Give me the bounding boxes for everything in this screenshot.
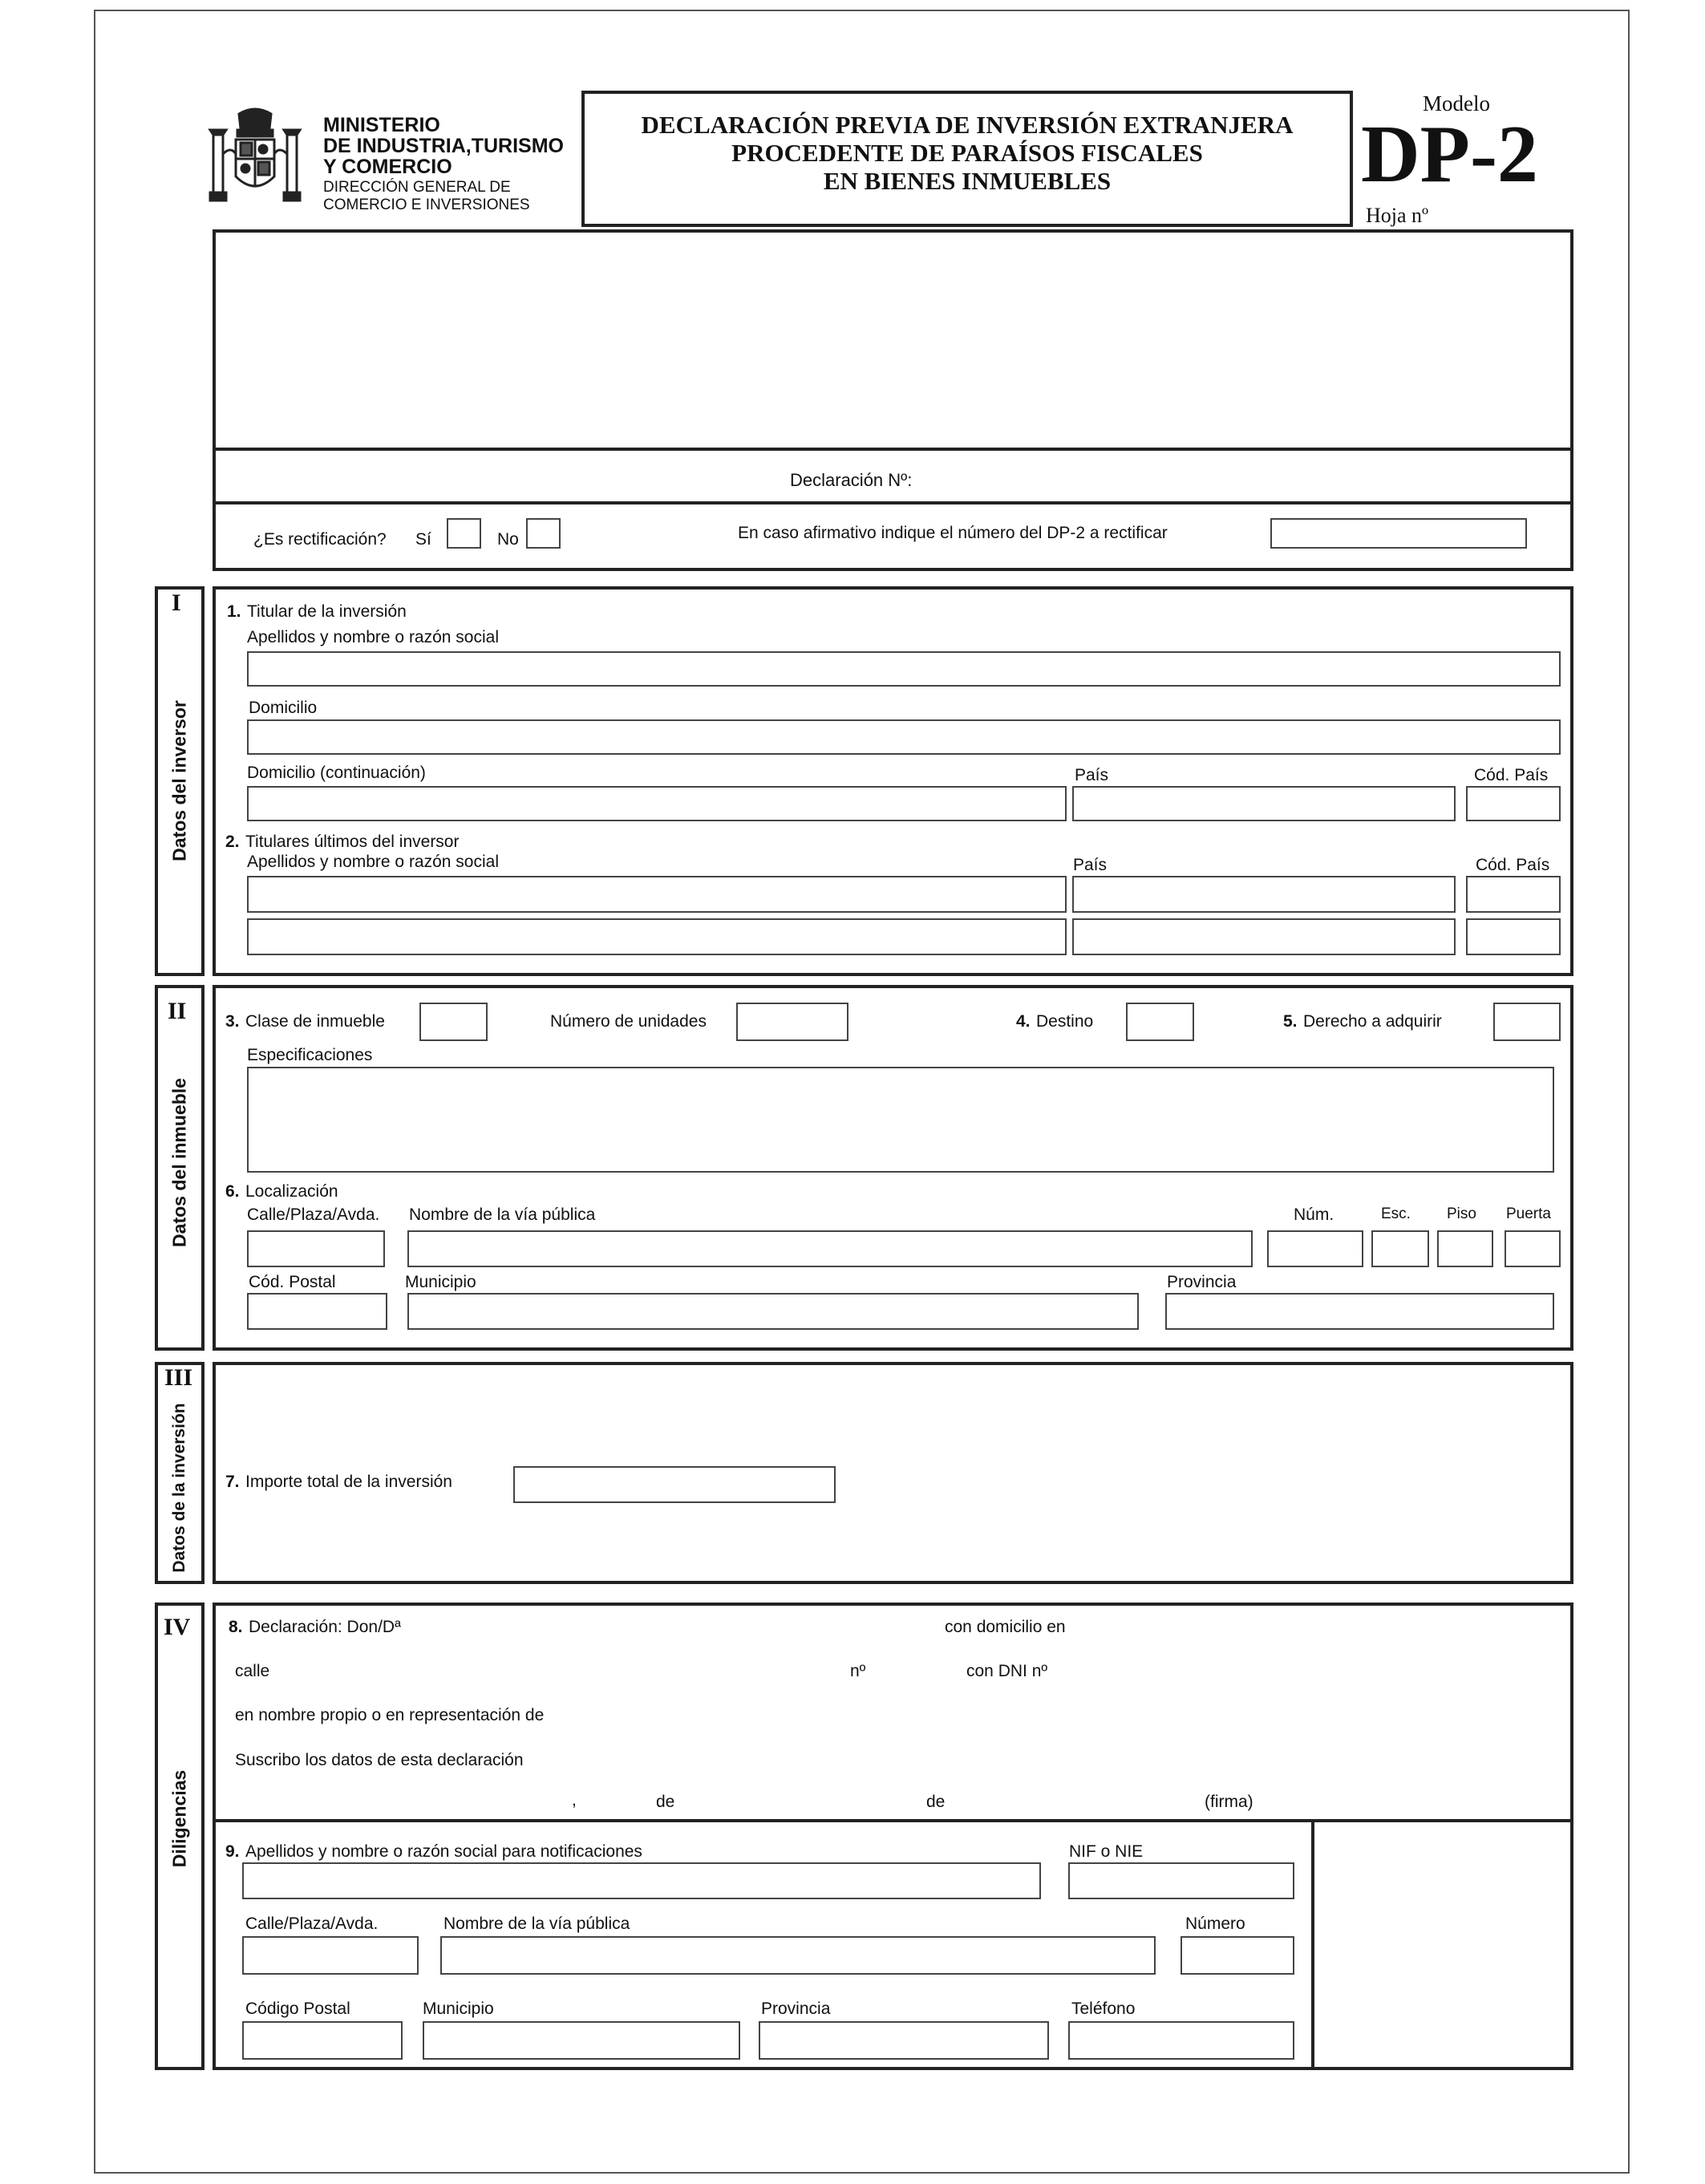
destino-input[interactable] xyxy=(1126,1003,1194,1041)
de2-label: de xyxy=(926,1793,946,1811)
domicilio-input[interactable] xyxy=(247,719,1561,755)
n8-label: 8. xyxy=(229,1618,243,1636)
provincia2-label: Provincia xyxy=(761,2000,831,2018)
ministry-line1: MINISTERIO xyxy=(323,114,440,136)
loc-nombre-via-input[interactable] xyxy=(407,1230,1253,1267)
nombre-via2-label: Nombre de la vía pública xyxy=(443,1915,630,1933)
notif-codigo-postal-input[interactable] xyxy=(242,2021,403,2060)
n7-label: 7. xyxy=(225,1473,240,1491)
firma-label: (firma) xyxy=(1205,1793,1253,1811)
codigo-postal-label: Código Postal xyxy=(245,2000,350,2018)
hoja-label: Hoja nº xyxy=(1366,204,1429,227)
domicilio-label: Domicilio xyxy=(249,699,318,717)
n3-label: 3. xyxy=(225,1012,240,1031)
section4-vdivider xyxy=(1311,1819,1314,2070)
cod-pais2-label: Cód. País xyxy=(1476,856,1550,874)
modelo-label: Modelo xyxy=(1423,91,1490,115)
titular-label: Titular de la inversión xyxy=(247,602,407,621)
puerta-label: Puerta xyxy=(1506,1205,1551,1222)
notif-provincia-input[interactable] xyxy=(759,2021,1049,2060)
ministry-line2: DE INDUSTRIA,TURISMO xyxy=(323,135,564,157)
notif-nombre-via-input[interactable] xyxy=(440,1936,1156,1975)
esc-label: Esc. xyxy=(1381,1205,1411,1222)
clase-label: Clase de inmueble xyxy=(245,1012,385,1031)
numero-label: Número xyxy=(1185,1915,1245,1933)
provincia-label: Provincia xyxy=(1167,1273,1237,1291)
notif-numero-input[interactable] xyxy=(1181,1936,1294,1975)
comma-label: , xyxy=(572,1791,577,1809)
derecho-label: Derecho a adquirir xyxy=(1303,1012,1442,1031)
loc-puerta-input[interactable] xyxy=(1505,1230,1561,1267)
n-label: nº xyxy=(850,1662,866,1680)
titular-ultimo-2-nombre[interactable] xyxy=(247,918,1067,955)
titular-num: 1. xyxy=(227,602,241,621)
importe-total-input[interactable] xyxy=(513,1466,836,1503)
title-line2: PROCEDENTE DE PARAÍSOS FISCALES xyxy=(731,139,1203,167)
pais-label: País xyxy=(1075,766,1109,784)
municipio2-label: Municipio xyxy=(423,2000,494,2018)
n9-label: 9. xyxy=(225,1842,240,1861)
section4-roman: IV xyxy=(164,1614,191,1640)
titular-ultimo-2-cod[interactable] xyxy=(1466,918,1561,955)
titular-ultimo-1-pais[interactable] xyxy=(1072,876,1456,913)
section3-roman: III xyxy=(164,1364,193,1391)
titular-ultimo-1-nombre[interactable] xyxy=(247,876,1067,913)
municipio-label: Municipio xyxy=(405,1273,476,1291)
especificaciones-label: Especificaciones xyxy=(247,1046,373,1064)
calle-label: Calle/Plaza/Avda. xyxy=(247,1205,380,1224)
si-label: Sí xyxy=(415,530,431,549)
loc-num-input[interactable] xyxy=(1267,1230,1363,1267)
notif-telefono-input[interactable] xyxy=(1068,2021,1294,2060)
calle-text: calle xyxy=(235,1662,270,1680)
section4-divider xyxy=(213,1819,1573,1822)
loc-cod-postal-input[interactable] xyxy=(247,1293,387,1330)
importe-label: Importe total de la inversión xyxy=(245,1473,452,1491)
section2-side-label: Datos del inmueble xyxy=(168,1078,190,1247)
ministry-line3: Y COMERCIO xyxy=(323,156,452,178)
title-line3: EN BIENES INMUEBLES xyxy=(823,167,1112,195)
localizacion-label: Localización xyxy=(245,1182,338,1201)
declaracion-don-label: Declaración: Don/Dª xyxy=(249,1618,401,1636)
cod-pais-label: Cód. País xyxy=(1474,766,1549,784)
loc-provincia-input[interactable] xyxy=(1165,1293,1554,1330)
n6-label: 6. xyxy=(225,1182,240,1201)
top-divider-1 xyxy=(213,448,1573,451)
n5-label: 5. xyxy=(1283,1012,1298,1031)
declaracion-no-label: Declaración Nº: xyxy=(790,470,913,490)
calle2-label: Calle/Plaza/Avda. xyxy=(245,1915,379,1933)
con-domicilio-label: con domicilio en xyxy=(945,1618,1066,1636)
clase-inmueble-input[interactable] xyxy=(419,1003,488,1041)
loc-calle-input[interactable] xyxy=(247,1230,385,1267)
especificaciones-textarea[interactable] xyxy=(247,1067,1554,1173)
cod-pais-input[interactable] xyxy=(1466,786,1561,821)
telefono-label: Teléfono xyxy=(1071,2000,1136,2018)
n4-label: 4. xyxy=(1016,1012,1031,1031)
de1-label: de xyxy=(656,1793,675,1811)
top-divider-2 xyxy=(213,501,1573,504)
con-dni-label: con DNI nº xyxy=(966,1662,1048,1680)
coat-of-arms-icon xyxy=(207,106,303,210)
notificaciones-nombre-input[interactable] xyxy=(242,1862,1041,1899)
pais2-label: País xyxy=(1073,856,1108,874)
titular-ultimo-1-cod[interactable] xyxy=(1466,876,1561,913)
section1-side-label: Datos del inversor xyxy=(168,700,190,861)
notificaciones-label: Apellidos y nombre o razón social para notificaciones xyxy=(245,1842,642,1861)
rectificacion-label: ¿Es rectificación? xyxy=(253,530,387,549)
rectificacion-si-checkbox[interactable] xyxy=(447,518,481,549)
section2-roman: II xyxy=(168,998,187,1024)
domicilio-cont-label: Domicilio (continuación) xyxy=(247,764,426,782)
form-title xyxy=(585,111,1350,195)
dg-line1: DIRECCIÓN GENERAL DE xyxy=(323,179,511,196)
section4-box xyxy=(213,1603,1573,2070)
nif-input[interactable] xyxy=(1068,1862,1294,1899)
apellidos-label: Apellidos y nombre o razón social xyxy=(247,628,499,646)
apellidos2-label: Apellidos y nombre o razón social xyxy=(247,853,499,871)
nombre-propio-label: en nombre propio o en representación de xyxy=(235,1706,545,1724)
notif-municipio-input[interactable] xyxy=(423,2021,740,2060)
nombre-via-label: Nombre de la vía pública xyxy=(409,1205,596,1224)
cod-postal-label: Cód. Postal xyxy=(249,1273,336,1291)
loc-piso-input[interactable] xyxy=(1437,1230,1493,1267)
num-unidades-label: Número de unidades xyxy=(550,1012,707,1031)
piso-label: Piso xyxy=(1447,1205,1476,1222)
section4-side-label: Diligencias xyxy=(168,1769,190,1868)
dg-line2: COMERCIO E INVERSIONES xyxy=(323,197,530,213)
afirmativo-label: En caso afirmativo indique el número del DP-2 a rectificar xyxy=(738,524,1168,542)
dp2-rectificar-input[interactable] xyxy=(1270,518,1527,549)
pais-input[interactable] xyxy=(1072,786,1456,821)
form-code: DP-2 xyxy=(1361,109,1538,200)
nif-label: NIF o NIE xyxy=(1069,1842,1144,1861)
loc-municipio-input[interactable] xyxy=(407,1293,1139,1330)
suscribo-label: Suscribo los datos de esta declaración xyxy=(235,1751,524,1769)
num-label: Núm. xyxy=(1294,1205,1334,1224)
no-label: No xyxy=(497,530,519,549)
notif-calle-input[interactable] xyxy=(242,1936,419,1975)
loc-esc-input[interactable] xyxy=(1371,1230,1429,1267)
titular-nombre-input[interactable] xyxy=(247,651,1561,687)
titular-ultimo-2-pais[interactable] xyxy=(1072,918,1456,955)
titulares-label: Titulares últimos del inversor xyxy=(245,833,460,851)
num-unidades-input[interactable] xyxy=(736,1003,848,1041)
title-line1: DECLARACIÓN PREVIA DE INVERSIÓN EXTRANJERA xyxy=(641,111,1294,139)
section1-roman: I xyxy=(172,590,181,616)
rectificacion-no-checkbox[interactable] xyxy=(526,518,561,549)
titulares-num: 2. xyxy=(225,833,240,851)
derecho-input[interactable] xyxy=(1493,1003,1561,1041)
destino-label: Destino xyxy=(1036,1012,1094,1031)
domicilio-cont-input[interactable] xyxy=(247,786,1067,821)
section3-side-label: Datos de la inversión xyxy=(170,1403,188,1573)
